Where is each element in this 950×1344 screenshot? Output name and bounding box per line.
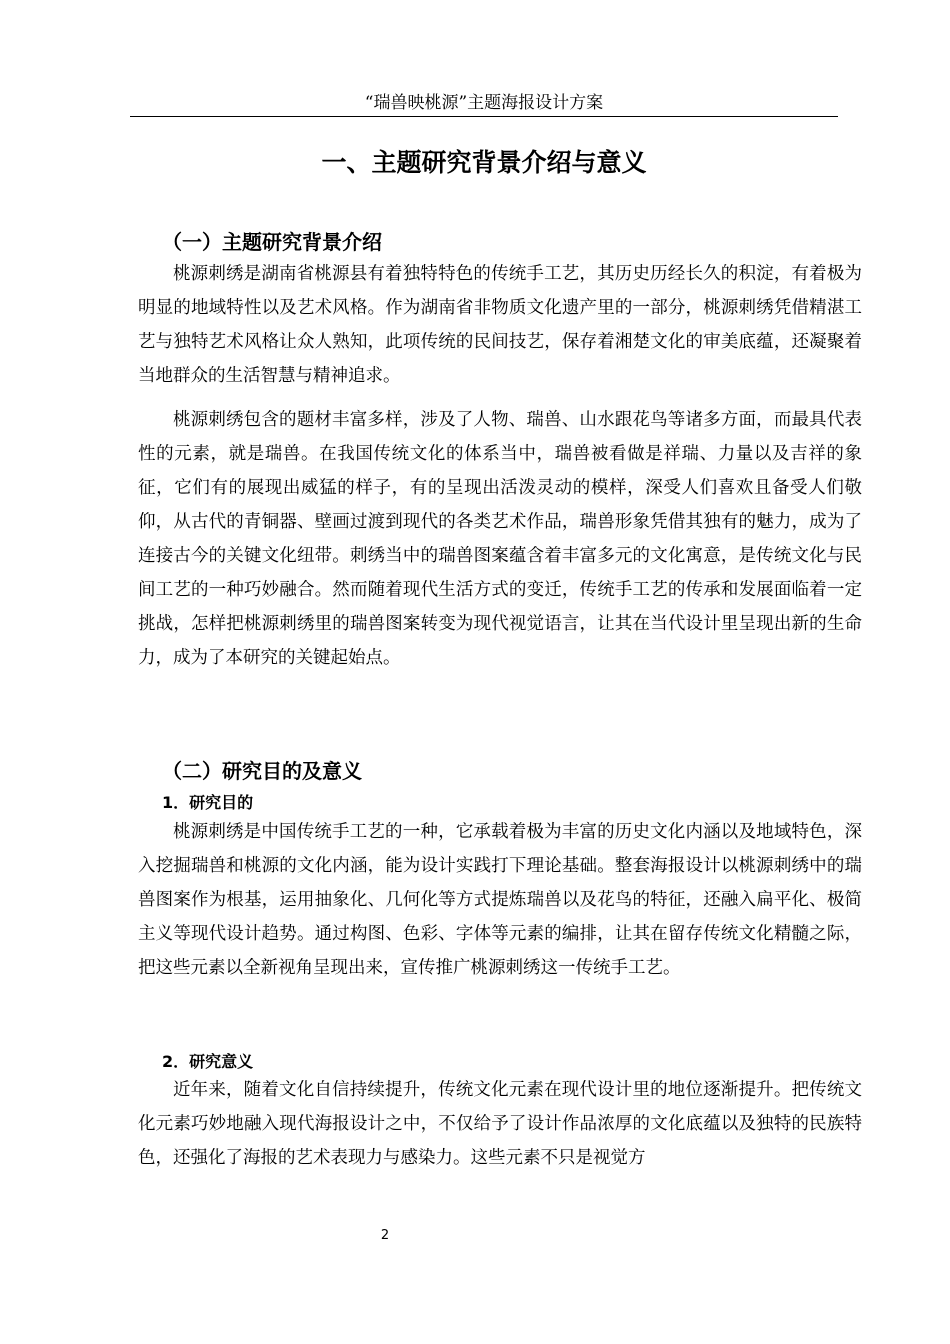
paragraph-significance: 近年来，随着文化自信持续提升，传统文化元素在现代设计里的地位逐渐提升。把传统文化元素巧妙地融入现代海报设计之中，不仅给予了设计作品浓厚的文化底蕴以及独特的民族特色，还强化了海报的艺术表现力与感染力。这些元素不只是视觉方 <box>138 1080 862 1168</box>
section-title-purpose: （二）研究目的及意义 <box>162 759 362 783</box>
page-number: 2 <box>380 1228 390 1243</box>
chapter-title: 一、主题研究背景介绍与意义 <box>321 148 647 177</box>
paragraph-background-2: 桃源刺绣包含的题材丰富多样，涉及了人物、瑞兽、山水跟花鸟等诸多方面，而最具代表性的元素，就是瑞兽。在我国传统文化的体系当中，瑞兽被看做是祥瑞、力量以及吉祥的象征，它们有的展现出威猛的样子，有的呈现出活泼灵动的模样，深受人们喜欢且备受人们敬仰，从古代的青铜器、壁画过渡到现代的各类艺术作品，瑞兽形象凭借其独有的魅力，成为了连接古今的关键文化纽带。刺绣当中的瑞兽图案蕴含着丰富多元的文化寓意，是传统文化与民间工艺的一种巧妙融合。然而随着现代生活方式的变迁，传统手工艺的传承和发展面临着一定挑战，怎样把桃源刺绣里的瑞兽图案转变为现代视觉语言，让其在当代设计里呈现出新的生命力，成为了本研究的关键起始点。 <box>138 410 862 668</box>
paragraph-purpose: 桃源刺绣是中国传统手工艺的一种，它承载着极为丰富的历史文化内涵以及地域特色，深入挖掘瑞兽和桃源的文化内涵，能为设计实践打下理论基础。整套海报设计以桃源刺绣中的瑞兽图案作为根基，运用抽象化、几何化等方式提炼瑞兽以及花鸟的特征，还融入扁平化、极简主义等现代设计趋势。通过构图、色彩、字体等元素的编排，让其在留存传统文化精髓之际，把这些元素以全新视角呈现出来，宣传推广桃源刺绣这一传统手工艺。 <box>138 822 862 978</box>
running-header: “瑞兽映桃源”主题海报设计方案 <box>364 93 604 113</box>
header-rule <box>130 116 838 117</box>
paragraph-background-1: 桃源刺绣是湖南省桃源县有着独特特色的传统手工艺，其历史历经长久的积淀，有着极为明显的地域特性以及艺术风格。作为湖南省非物质文化遗产里的一部分，桃源刺绣凭借精湛工艺与独特艺术风格让众人熟知，此项传统的民间技艺，保存着湘楚文化的审美底蕴，还凝聚着当地群众的生活智慧与精神追求。 <box>138 264 862 386</box>
subsection-title-significance: 2．研究意义 <box>162 1052 254 1071</box>
section-title-background: （一）主题研究背景介绍 <box>162 230 382 254</box>
subsection-title-purpose: 1．研究目的 <box>162 793 254 812</box>
